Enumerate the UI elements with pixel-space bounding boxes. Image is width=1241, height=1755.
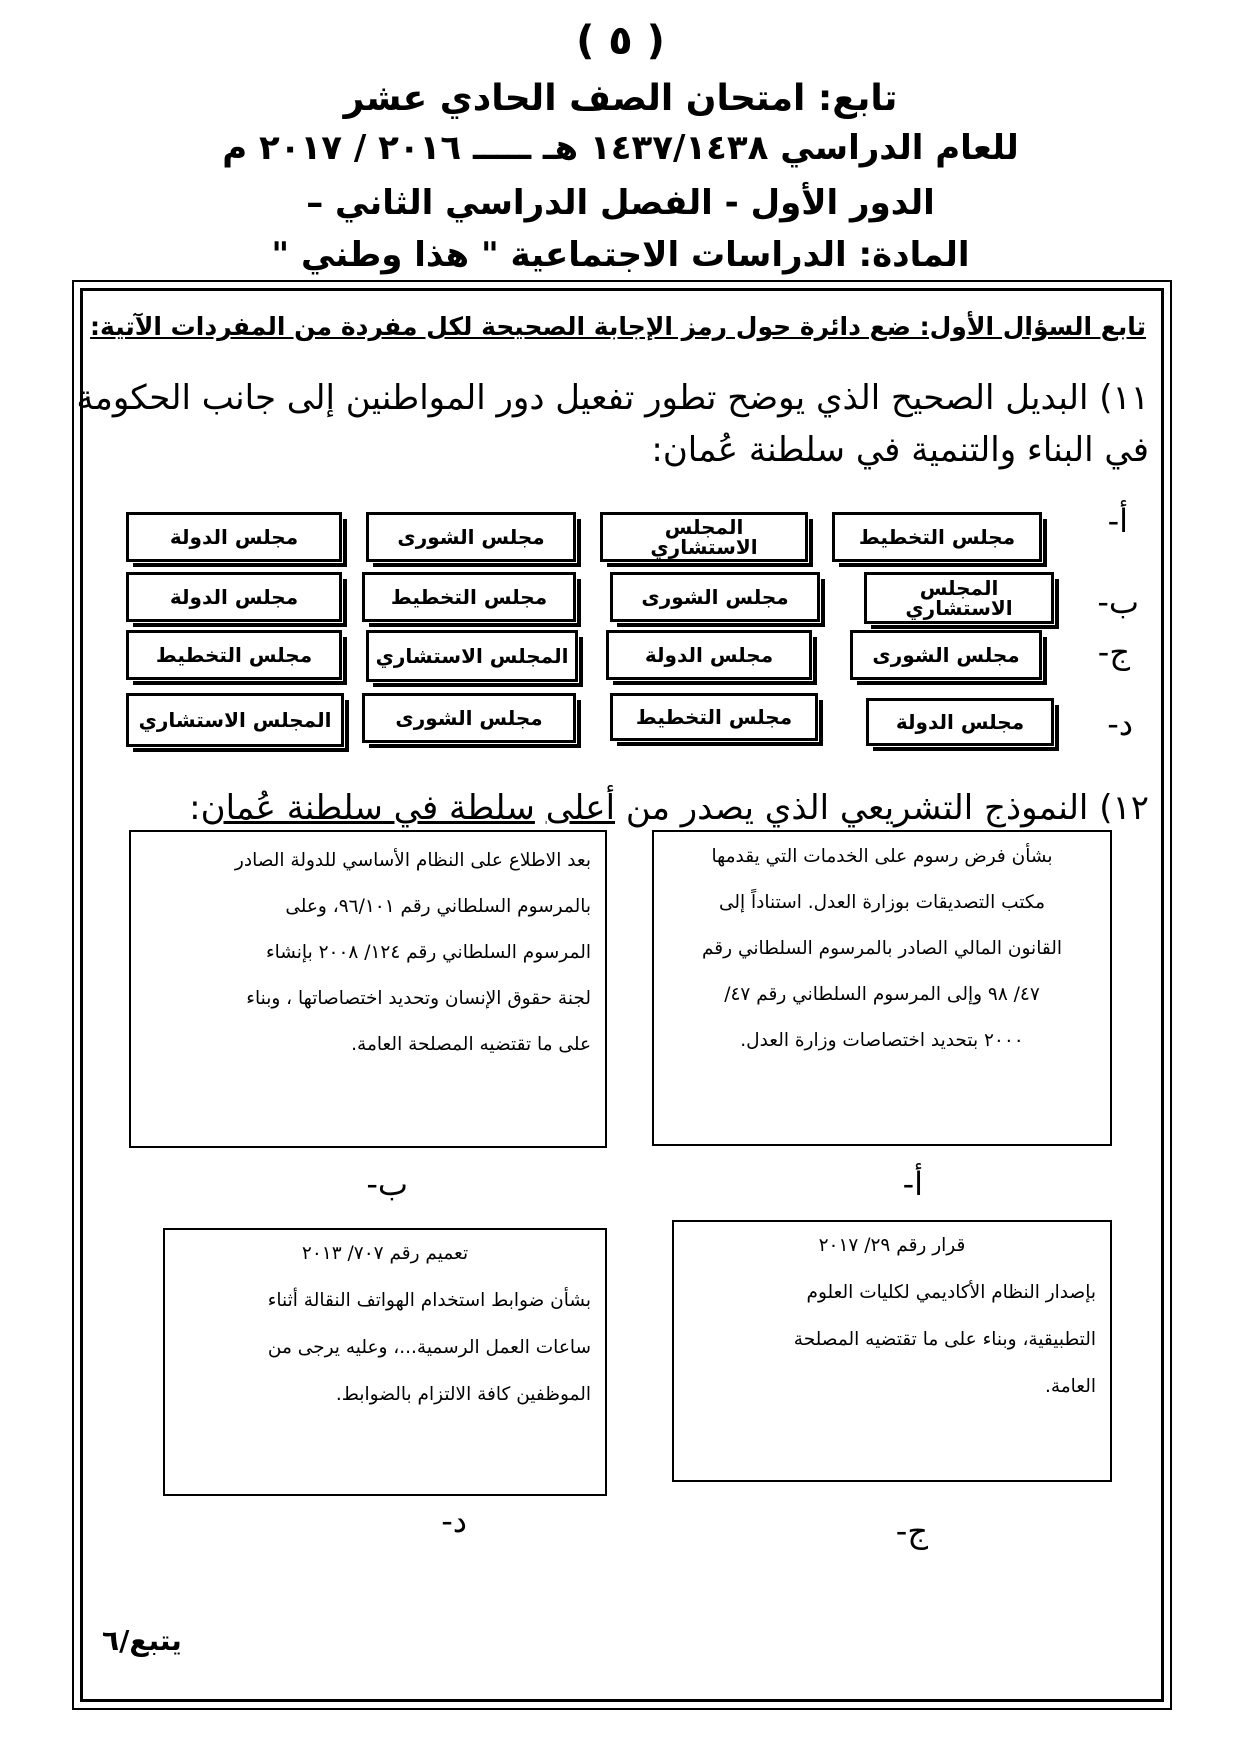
council-box: مجلس التخطيط — [832, 512, 1042, 562]
decree-line: بإصدار النظام الأكاديمي لكليات العلوم — [806, 1282, 1096, 1303]
decree-line: بعد الاطلاع على النظام الأساسي للدولة الصادر — [234, 850, 591, 871]
q12-text-authority: سلطة في سلطنة عُمان — [200, 788, 535, 828]
decree-line: القانون المالي الصادر بالمرسوم السلطاني رقم — [702, 938, 1062, 959]
decree-line: ساعات العمل الرسمية...، وعليه يرجى من — [267, 1337, 591, 1358]
decree-box-d — [163, 1228, 607, 1496]
decree-box-a — [652, 830, 1112, 1146]
council-box: مجلس الشورى — [362, 693, 576, 743]
council-box: المجلس الاستشاري — [126, 693, 344, 747]
continue-note: يتبع/٦ — [102, 1624, 182, 1657]
exam-subject: المادة: الدراسات الاجتماعية " هذا وطني " — [271, 235, 970, 275]
decree-line: ٤٧/ ٩٨ وإلى المرسوم السلطاني رقم ٤٧/ — [724, 984, 1040, 1005]
exam-session: الدور الأول - الفصل الدراسي الثاني – — [306, 183, 935, 223]
council-box: مجلس التخطيط — [610, 693, 818, 741]
council-box: مجلس الدولة — [126, 512, 342, 562]
decree-line: قرار رقم ٢٩/ ٢٠١٧ — [818, 1235, 966, 1256]
question-12-text — [189, 788, 1149, 828]
question-11-text: ١١) البديل الصحيح الذي يوضح تطور تفعيل دور المواطنين إلى جانب الحكومة — [76, 378, 1149, 418]
decree-line: بالمرسوم السلطاني رقم ٩٦/١٠١، وعلى — [285, 896, 591, 917]
decree-line: ٢٠٠٠ بتحديد اختصاصات وزارة العدل. — [740, 1030, 1024, 1051]
decree-line: المرسوم السلطاني رقم ١٢٤/ ٢٠٠٨ بإنشاء — [265, 942, 591, 963]
decree-line: الموظفين كافة الالتزام بالضوابط. — [335, 1384, 591, 1405]
council-box: المجلس الاستشاري — [366, 630, 578, 682]
q12-text-plain: النموذج التشريعي الذي يصدر من — [625, 788, 1089, 828]
q11-option-label-d[interactable]: د- — [1107, 705, 1133, 743]
council-box: مجلس التخطيط — [362, 572, 576, 622]
decree-line: لجنة حقوق الإنسان وتحديد اختصاصاتها ، وبناء — [246, 988, 591, 1009]
decree-line: العامة. — [1044, 1376, 1096, 1397]
decree-line: بشأن فرض رسوم على الخدمات التي يقدمها — [711, 846, 1053, 867]
q11-option-label-a[interactable]: أ- — [1107, 502, 1128, 540]
decree-line: تعميم رقم ٧٠٧/ ٢٠١٣ — [301, 1243, 469, 1264]
academic-year: للعام الدراسي ١٤٣٧/١٤٣٨ هـ ـــــ ٢٠١٦ / ٢٠١٧ م — [222, 128, 1019, 168]
council-box: المجلس الاستشاري — [600, 512, 808, 562]
council-box: مجلس الدولة — [606, 630, 812, 680]
council-box: مجلس الدولة — [126, 572, 342, 622]
decree-line: على ما تقتضيه المصلحة العامة. — [351, 1034, 591, 1055]
q12-number: ١٢) — [1099, 788, 1149, 828]
decree-line: بشأن ضوابط استخدام الهواتف النقالة أثناء — [267, 1290, 591, 1311]
q12-option-label-c[interactable]: ج- — [895, 1512, 928, 1550]
council-box: مجلس التخطيط — [126, 630, 342, 680]
council-box: مجلس الشورى — [366, 512, 576, 562]
decree-box-c — [672, 1220, 1112, 1482]
decree-box-b — [129, 830, 607, 1148]
q12-option-label-b[interactable]: ب- — [366, 1165, 408, 1203]
q12-option-label-d[interactable]: د- — [441, 1502, 467, 1540]
q11-option-label-b[interactable]: ب- — [1097, 583, 1139, 621]
decree-line: التطبيقية، وبناء على ما تقتضيه المصلحة — [793, 1329, 1096, 1350]
council-box: مجلس الشورى — [850, 630, 1042, 680]
question-instruction: تابع السؤال الأول: ضع دائرة حول رمز الإجابة الصحيحة لكل مفردة من المفردات الآتية: — [90, 312, 1146, 341]
council-box: المجلس الاستشاري — [864, 572, 1054, 624]
q12-option-label-a[interactable]: أ- — [902, 1165, 923, 1203]
council-box: مجلس الدولة — [866, 698, 1054, 746]
q12-text-highest: أعلى — [545, 788, 616, 828]
q11-option-label-c[interactable]: ج- — [1097, 633, 1130, 671]
question-11-text-continued: في البناء والتنمية في سلطنة عُمان: — [651, 430, 1149, 470]
q12-colon: : — [189, 788, 201, 828]
decree-line: مكتب التصديقات بوزارة العدل. استناداً إلى — [718, 892, 1046, 913]
council-box: مجلس الشورى — [610, 572, 820, 622]
page-number: ( ٥ ) — [576, 18, 665, 64]
exam-title: تابع: امتحان الصف الحادي عشر — [343, 78, 898, 119]
